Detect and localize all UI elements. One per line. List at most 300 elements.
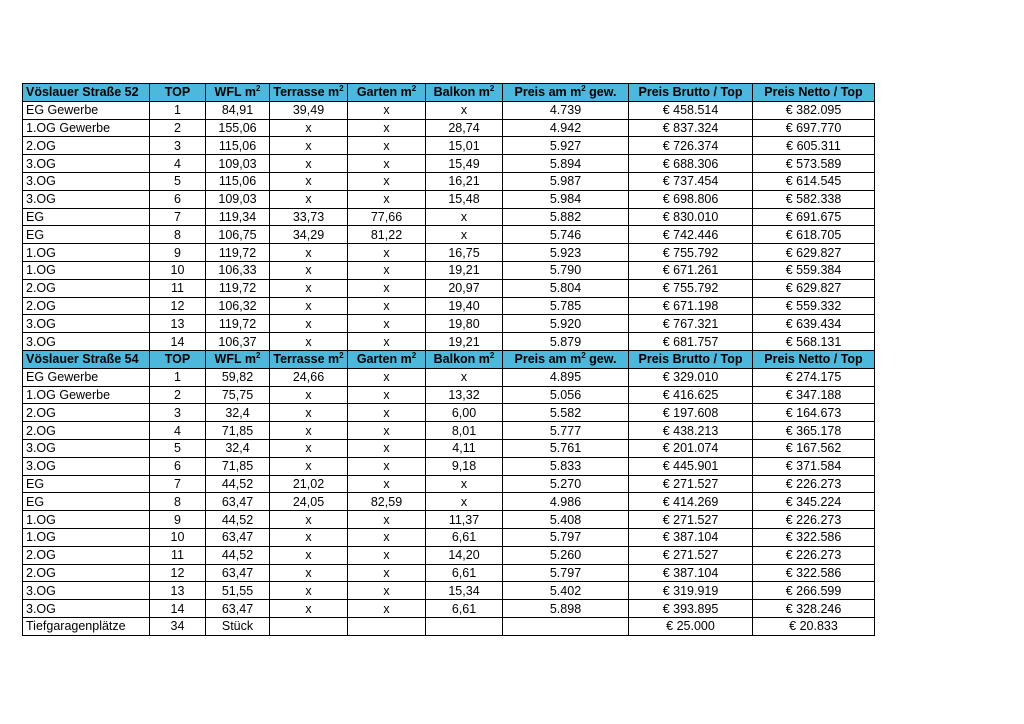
cell-balcony-area: 19,21 bbox=[426, 261, 503, 279]
cell-price-per-sqm: 5.894 bbox=[503, 155, 629, 173]
cell-garden-area: 82,59 bbox=[348, 493, 426, 511]
cell-unit-label: 2.OG bbox=[23, 279, 150, 297]
cell-net-price: € 164.673 bbox=[753, 404, 875, 422]
cell-net-price: € 582.338 bbox=[753, 190, 875, 208]
cell-top-number: 7 bbox=[150, 208, 206, 226]
cell-terrace-area: x bbox=[270, 600, 348, 618]
cell-top-number: 13 bbox=[150, 315, 206, 333]
cell-top-number: 12 bbox=[150, 297, 206, 315]
cell-living-area: 84,91 bbox=[206, 101, 270, 119]
cell-net-price: € 382.095 bbox=[753, 101, 875, 119]
cell-garden-area: x bbox=[348, 600, 426, 618]
cell-unit-label: EG bbox=[23, 208, 150, 226]
cell-living-area: 106,32 bbox=[206, 297, 270, 315]
cell-gross-price: € 755.792 bbox=[629, 244, 753, 262]
cell-garden-area: x bbox=[348, 386, 426, 404]
table-row bbox=[23, 528, 875, 546]
cell-unit-label: EG bbox=[23, 493, 150, 511]
table-row bbox=[23, 457, 875, 475]
price-table bbox=[22, 83, 875, 636]
cell-net-price: € 167.562 bbox=[753, 439, 875, 457]
cell-price-per-sqm: 5.790 bbox=[503, 261, 629, 279]
cell-top-number: 11 bbox=[150, 279, 206, 297]
cell-top-number: 7 bbox=[150, 475, 206, 493]
cell-unit-label: 2.OG bbox=[23, 422, 150, 440]
column-header-net-price: Preis Netto / Top bbox=[753, 84, 875, 102]
table-row bbox=[23, 617, 875, 635]
cell-top-number: 1 bbox=[150, 101, 206, 119]
cell-terrace-area: x bbox=[270, 404, 348, 422]
column-header-gross-price: Preis Brutto / Top bbox=[629, 84, 753, 102]
cell-top-number: 11 bbox=[150, 546, 206, 564]
cell-unit-label: 2.OG bbox=[23, 564, 150, 582]
cell-garden-area: x bbox=[348, 155, 426, 173]
cell-terrace-area: 39,49 bbox=[270, 101, 348, 119]
cell-gross-price: € 671.261 bbox=[629, 261, 753, 279]
cell-net-price: € 605.311 bbox=[753, 137, 875, 155]
cell-balcony-area: 15,34 bbox=[426, 582, 503, 600]
cell-top-number: 14 bbox=[150, 333, 206, 351]
cell-balcony-area: 11,37 bbox=[426, 511, 503, 529]
table-row bbox=[23, 190, 875, 208]
cell-balcony-area: x bbox=[426, 208, 503, 226]
cell-living-area: 155,06 bbox=[206, 119, 270, 137]
cell-net-price: € 629.827 bbox=[753, 279, 875, 297]
cell-top-number: 9 bbox=[150, 511, 206, 529]
cell-net-price: € 322.586 bbox=[753, 564, 875, 582]
cell-unit-label: 2.OG bbox=[23, 546, 150, 564]
cell-balcony-area: 16,21 bbox=[426, 172, 503, 190]
table-row bbox=[23, 137, 875, 155]
table-row bbox=[23, 155, 875, 173]
cell-balcony-area: 6,00 bbox=[426, 404, 503, 422]
column-header-net-price: Preis Netto / Top bbox=[753, 350, 875, 368]
cell-net-price: € 371.584 bbox=[753, 457, 875, 475]
cell-net-price: € 618.705 bbox=[753, 226, 875, 244]
cell-unit-label: 3.OG bbox=[23, 155, 150, 173]
cell-garden-area: x bbox=[348, 261, 426, 279]
cell-balcony-area: 8,01 bbox=[426, 422, 503, 440]
cell-price-per-sqm: 5.987 bbox=[503, 172, 629, 190]
cell-gross-price: € 830.010 bbox=[629, 208, 753, 226]
cell-unit-label: 2.OG bbox=[23, 297, 150, 315]
column-header-unit-label: Vöslauer Straße 54 bbox=[23, 350, 150, 368]
table-row bbox=[23, 475, 875, 493]
cell-balcony-area: 15,48 bbox=[426, 190, 503, 208]
table-row bbox=[23, 315, 875, 333]
cell-terrace-area: x bbox=[270, 564, 348, 582]
cell-price-per-sqm: 4.986 bbox=[503, 493, 629, 511]
cell-gross-price: € 458.514 bbox=[629, 101, 753, 119]
cell-living-area: 63,47 bbox=[206, 564, 270, 582]
cell-gross-price: € 755.792 bbox=[629, 279, 753, 297]
cell-garden-area: x bbox=[348, 137, 426, 155]
cell-living-area: 75,75 bbox=[206, 386, 270, 404]
cell-unit-label: EG bbox=[23, 226, 150, 244]
cell-balcony-area: 16,75 bbox=[426, 244, 503, 262]
cell-terrace-area: x bbox=[270, 297, 348, 315]
column-header-balcony-area: Balkon $m^2$ bbox=[426, 84, 503, 102]
cell-garden-area: x bbox=[348, 244, 426, 262]
cell-gross-price: € 671.198 bbox=[629, 297, 753, 315]
cell-balcony-area: x bbox=[426, 101, 503, 119]
cell-balcony-area: x bbox=[426, 368, 503, 386]
cell-garden-area: x bbox=[348, 315, 426, 333]
cell-balcony-area: 19,21 bbox=[426, 333, 503, 351]
cell-net-price: € 559.332 bbox=[753, 297, 875, 315]
cell-unit-label: 3.OG bbox=[23, 439, 150, 457]
table-row bbox=[23, 226, 875, 244]
cell-living-area: 32,4 bbox=[206, 439, 270, 457]
cell-net-price: € 274.175 bbox=[753, 368, 875, 386]
cell-balcony-area: 19,80 bbox=[426, 315, 503, 333]
cell-price-per-sqm: 5.260 bbox=[503, 546, 629, 564]
cell-price-per-sqm: 5.785 bbox=[503, 297, 629, 315]
header-row bbox=[23, 350, 875, 368]
cell-price-per-sqm: 5.746 bbox=[503, 226, 629, 244]
header-row bbox=[23, 84, 875, 102]
table-row bbox=[23, 422, 875, 440]
cell-gross-price: € 726.374 bbox=[629, 137, 753, 155]
cell-gross-price: € 445.901 bbox=[629, 457, 753, 475]
table-row bbox=[23, 172, 875, 190]
cell-living-area: 59,82 bbox=[206, 368, 270, 386]
cell-gross-price: € 737.454 bbox=[629, 172, 753, 190]
cell-price-per-sqm: 4.895 bbox=[503, 368, 629, 386]
cell-gross-price: € 688.306 bbox=[629, 155, 753, 173]
cell-top-number: 5 bbox=[150, 439, 206, 457]
cell-living-area: 106,75 bbox=[206, 226, 270, 244]
cell-terrace-area: x bbox=[270, 546, 348, 564]
cell-balcony-area: 15,01 bbox=[426, 137, 503, 155]
cell-balcony-area: 6,61 bbox=[426, 564, 503, 582]
cell-garden-area bbox=[348, 617, 426, 635]
cell-terrace-area: x bbox=[270, 582, 348, 600]
cell-price-per-sqm bbox=[503, 617, 629, 635]
cell-living-area: 44,52 bbox=[206, 511, 270, 529]
cell-top-number: 10 bbox=[150, 261, 206, 279]
cell-terrace-area: x bbox=[270, 119, 348, 137]
cell-garden-area: x bbox=[348, 172, 426, 190]
cell-garden-area: x bbox=[348, 297, 426, 315]
cell-garden-area: x bbox=[348, 439, 426, 457]
cell-terrace-area: x bbox=[270, 172, 348, 190]
cell-price-per-sqm: 5.804 bbox=[503, 279, 629, 297]
cell-garden-area: x bbox=[348, 475, 426, 493]
cell-gross-price: € 197.608 bbox=[629, 404, 753, 422]
cell-unit-label: 3.OG bbox=[23, 315, 150, 333]
cell-garden-area: x bbox=[348, 279, 426, 297]
cell-gross-price: € 742.446 bbox=[629, 226, 753, 244]
cell-top-number: 1 bbox=[150, 368, 206, 386]
cell-balcony-area: 4,11 bbox=[426, 439, 503, 457]
column-header-terrace-area: Terrasse $m^2$ bbox=[270, 350, 348, 368]
cell-living-area: 119,72 bbox=[206, 279, 270, 297]
cell-living-area: 109,03 bbox=[206, 155, 270, 173]
cell-balcony-area bbox=[426, 617, 503, 635]
cell-price-per-sqm: 5.582 bbox=[503, 404, 629, 422]
cell-unit-label: EG bbox=[23, 475, 150, 493]
cell-gross-price: € 329.010 bbox=[629, 368, 753, 386]
cell-net-price: € 639.434 bbox=[753, 315, 875, 333]
cell-balcony-area: x bbox=[426, 226, 503, 244]
column-header-terrace-area: Terrasse $m^2$ bbox=[270, 84, 348, 102]
cell-garden-area: x bbox=[348, 582, 426, 600]
cell-gross-price: € 414.269 bbox=[629, 493, 753, 511]
cell-gross-price: € 319.919 bbox=[629, 582, 753, 600]
cell-top-number: 9 bbox=[150, 244, 206, 262]
cell-top-number: 2 bbox=[150, 119, 206, 137]
table-row bbox=[23, 600, 875, 618]
cell-price-per-sqm: 5.833 bbox=[503, 457, 629, 475]
cell-terrace-area: x bbox=[270, 190, 348, 208]
cell-terrace-area: x bbox=[270, 528, 348, 546]
cell-living-area: 32,4 bbox=[206, 404, 270, 422]
cell-garden-area: x bbox=[348, 457, 426, 475]
column-header-balcony-area: Balkon $m^2$ bbox=[426, 350, 503, 368]
cell-gross-price: € 681.757 bbox=[629, 333, 753, 351]
cell-net-price: € 629.827 bbox=[753, 244, 875, 262]
cell-top-number: 8 bbox=[150, 226, 206, 244]
cell-gross-price: € 271.527 bbox=[629, 511, 753, 529]
cell-terrace-area: x bbox=[270, 422, 348, 440]
cell-garden-area: x bbox=[348, 564, 426, 582]
cell-balcony-area: 14,20 bbox=[426, 546, 503, 564]
cell-living-area: 115,06 bbox=[206, 137, 270, 155]
table-row bbox=[23, 297, 875, 315]
cell-top-number: 14 bbox=[150, 600, 206, 618]
cell-terrace-area: 24,66 bbox=[270, 368, 348, 386]
cell-price-per-sqm: 5.761 bbox=[503, 439, 629, 457]
cell-net-price: € 559.384 bbox=[753, 261, 875, 279]
cell-garden-area: x bbox=[348, 422, 426, 440]
cell-unit-label: 3.OG bbox=[23, 582, 150, 600]
cell-net-price: € 266.599 bbox=[753, 582, 875, 600]
table-row bbox=[23, 119, 875, 137]
cell-top-number: 12 bbox=[150, 564, 206, 582]
cell-unit-label: 1.OG Gewerbe bbox=[23, 386, 150, 404]
cell-net-price: € 365.178 bbox=[753, 422, 875, 440]
cell-price-per-sqm: 5.402 bbox=[503, 582, 629, 600]
cell-living-area: 71,85 bbox=[206, 457, 270, 475]
table-row bbox=[23, 582, 875, 600]
cell-living-area: 71,85 bbox=[206, 422, 270, 440]
cell-top-number: 6 bbox=[150, 457, 206, 475]
cell-gross-price: € 387.104 bbox=[629, 564, 753, 582]
cell-living-area: 51,55 bbox=[206, 582, 270, 600]
cell-unit-label: 3.OG bbox=[23, 190, 150, 208]
cell-garden-area: x bbox=[348, 404, 426, 422]
cell-living-area: 109,03 bbox=[206, 190, 270, 208]
cell-price-per-sqm: 5.408 bbox=[503, 511, 629, 529]
cell-terrace-area: x bbox=[270, 279, 348, 297]
cell-unit-label: Tiefgaragenplätze bbox=[23, 617, 150, 635]
cell-net-price: € 20.833 bbox=[753, 617, 875, 635]
cell-terrace-area: x bbox=[270, 439, 348, 457]
cell-price-per-sqm: 5.898 bbox=[503, 600, 629, 618]
column-header-living-area: WFL $m^2$ bbox=[206, 350, 270, 368]
cell-unit-label: 1.OG Gewerbe bbox=[23, 119, 150, 137]
cell-gross-price: € 837.324 bbox=[629, 119, 753, 137]
cell-unit-label: 1.OG bbox=[23, 244, 150, 262]
cell-net-price: € 226.273 bbox=[753, 546, 875, 564]
cell-top-number: 4 bbox=[150, 422, 206, 440]
cell-balcony-area: 20,97 bbox=[426, 279, 503, 297]
cell-unit-label: 1.OG bbox=[23, 511, 150, 529]
cell-living-area: 119,34 bbox=[206, 208, 270, 226]
cell-terrace-area: x bbox=[270, 137, 348, 155]
cell-price-per-sqm: 5.797 bbox=[503, 528, 629, 546]
cell-garden-area: x bbox=[348, 546, 426, 564]
cell-gross-price: € 416.625 bbox=[629, 386, 753, 404]
cell-living-area: 44,52 bbox=[206, 546, 270, 564]
cell-living-area: 119,72 bbox=[206, 244, 270, 262]
cell-terrace-area: 24,05 bbox=[270, 493, 348, 511]
cell-net-price: € 614.545 bbox=[753, 172, 875, 190]
cell-price-per-sqm: 4.942 bbox=[503, 119, 629, 137]
cell-price-per-sqm: 5.927 bbox=[503, 137, 629, 155]
cell-price-per-sqm: 5.797 bbox=[503, 564, 629, 582]
cell-top-number: 4 bbox=[150, 155, 206, 173]
cell-living-area: 106,37 bbox=[206, 333, 270, 351]
cell-top-number: 6 bbox=[150, 190, 206, 208]
cell-living-area: 63,47 bbox=[206, 493, 270, 511]
cell-gross-price: € 698.806 bbox=[629, 190, 753, 208]
cell-terrace-area: x bbox=[270, 511, 348, 529]
cell-price-per-sqm: 5.882 bbox=[503, 208, 629, 226]
table-row bbox=[23, 101, 875, 119]
cell-terrace-area: x bbox=[270, 386, 348, 404]
table-body bbox=[23, 84, 875, 636]
cell-terrace-area: x bbox=[270, 333, 348, 351]
table-row bbox=[23, 493, 875, 511]
cell-garden-area: x bbox=[348, 190, 426, 208]
column-header-price-per-sqm: Preis am $m^2$ gew. bbox=[503, 350, 629, 368]
cell-living-area: 44,52 bbox=[206, 475, 270, 493]
cell-terrace-area: 33,73 bbox=[270, 208, 348, 226]
cell-garden-area: x bbox=[348, 528, 426, 546]
cell-garden-area: x bbox=[348, 333, 426, 351]
cell-unit-label: EG Gewerbe bbox=[23, 368, 150, 386]
cell-price-per-sqm: 5.879 bbox=[503, 333, 629, 351]
table-row bbox=[23, 564, 875, 582]
cell-gross-price: € 438.213 bbox=[629, 422, 753, 440]
cell-net-price: € 697.770 bbox=[753, 119, 875, 137]
cell-terrace-area: x bbox=[270, 244, 348, 262]
cell-net-price: € 226.273 bbox=[753, 511, 875, 529]
table-row bbox=[23, 244, 875, 262]
column-header-price-per-sqm: Preis am $m^2$ gew. bbox=[503, 84, 629, 102]
cell-balcony-area: 19,40 bbox=[426, 297, 503, 315]
cell-unit-label: 2.OG bbox=[23, 404, 150, 422]
cell-balcony-area: 6,61 bbox=[426, 528, 503, 546]
cell-balcony-area: 15,49 bbox=[426, 155, 503, 173]
column-header-garden-area: Garten $m^2$ bbox=[348, 350, 426, 368]
cell-living-area: 63,47 bbox=[206, 528, 270, 546]
cell-terrace-area bbox=[270, 617, 348, 635]
cell-garden-area: x bbox=[348, 511, 426, 529]
cell-garden-area: x bbox=[348, 368, 426, 386]
table-row bbox=[23, 333, 875, 351]
cell-gross-price: € 393.895 bbox=[629, 600, 753, 618]
cell-top-number: 8 bbox=[150, 493, 206, 511]
cell-living-area: 119,72 bbox=[206, 315, 270, 333]
cell-unit-label: 3.OG bbox=[23, 457, 150, 475]
cell-balcony-area: 28,74 bbox=[426, 119, 503, 137]
column-header-gross-price: Preis Brutto / Top bbox=[629, 350, 753, 368]
cell-garden-area: x bbox=[348, 119, 426, 137]
cell-gross-price: € 767.321 bbox=[629, 315, 753, 333]
cell-living-area: 115,06 bbox=[206, 172, 270, 190]
cell-terrace-area: x bbox=[270, 315, 348, 333]
cell-price-per-sqm: 5.056 bbox=[503, 386, 629, 404]
cell-garden-area: 81,22 bbox=[348, 226, 426, 244]
cell-unit-label: 1.OG bbox=[23, 528, 150, 546]
column-header-top-number: TOP bbox=[150, 84, 206, 102]
cell-balcony-area: x bbox=[426, 475, 503, 493]
cell-net-price: € 347.188 bbox=[753, 386, 875, 404]
cell-unit-label: 2.OG bbox=[23, 137, 150, 155]
cell-balcony-area: 13,32 bbox=[426, 386, 503, 404]
cell-top-number: 5 bbox=[150, 172, 206, 190]
cell-gross-price: € 25.000 bbox=[629, 617, 753, 635]
cell-terrace-area: x bbox=[270, 457, 348, 475]
cell-top-number: 2 bbox=[150, 386, 206, 404]
cell-net-price: € 322.586 bbox=[753, 528, 875, 546]
cell-garden-area: x bbox=[348, 101, 426, 119]
cell-net-price: € 573.589 bbox=[753, 155, 875, 173]
table-row bbox=[23, 404, 875, 422]
cell-unit-label: 3.OG bbox=[23, 600, 150, 618]
cell-net-price: € 568.131 bbox=[753, 333, 875, 351]
table-row bbox=[23, 546, 875, 564]
column-header-living-area: WFL $m^2$ bbox=[206, 84, 270, 102]
cell-price-per-sqm: 5.777 bbox=[503, 422, 629, 440]
cell-price-per-sqm: 5.270 bbox=[503, 475, 629, 493]
cell-unit-label: EG Gewerbe bbox=[23, 101, 150, 119]
cell-terrace-area: x bbox=[270, 155, 348, 173]
cell-top-number: 3 bbox=[150, 137, 206, 155]
cell-gross-price: € 271.527 bbox=[629, 546, 753, 564]
cell-price-per-sqm: 5.920 bbox=[503, 315, 629, 333]
cell-price-per-sqm: 4.739 bbox=[503, 101, 629, 119]
cell-balcony-area: 6,61 bbox=[426, 600, 503, 618]
cell-net-price: € 226.273 bbox=[753, 475, 875, 493]
cell-top-number: 10 bbox=[150, 528, 206, 546]
cell-net-price: € 345.224 bbox=[753, 493, 875, 511]
cell-net-price: € 328.246 bbox=[753, 600, 875, 618]
column-header-garden-area: Garten $m^2$ bbox=[348, 84, 426, 102]
table-row bbox=[23, 511, 875, 529]
table-row bbox=[23, 208, 875, 226]
table-row bbox=[23, 368, 875, 386]
cell-top-number: 13 bbox=[150, 582, 206, 600]
cell-balcony-area: 9,18 bbox=[426, 457, 503, 475]
cell-terrace-area: x bbox=[270, 261, 348, 279]
cell-top-number: 3 bbox=[150, 404, 206, 422]
cell-garden-area: 77,66 bbox=[348, 208, 426, 226]
cell-net-price: € 691.675 bbox=[753, 208, 875, 226]
cell-top-number: 34 bbox=[150, 617, 206, 635]
cell-living-area: 63,47 bbox=[206, 600, 270, 618]
cell-gross-price: € 387.104 bbox=[629, 528, 753, 546]
cell-price-per-sqm: 5.923 bbox=[503, 244, 629, 262]
cell-unit-label: 1.OG bbox=[23, 261, 150, 279]
cell-price-per-sqm: 5.984 bbox=[503, 190, 629, 208]
cell-balcony-area: x bbox=[426, 493, 503, 511]
cell-unit-label: 3.OG bbox=[23, 172, 150, 190]
column-header-unit-label: Vöslauer Straße 52 bbox=[23, 84, 150, 102]
